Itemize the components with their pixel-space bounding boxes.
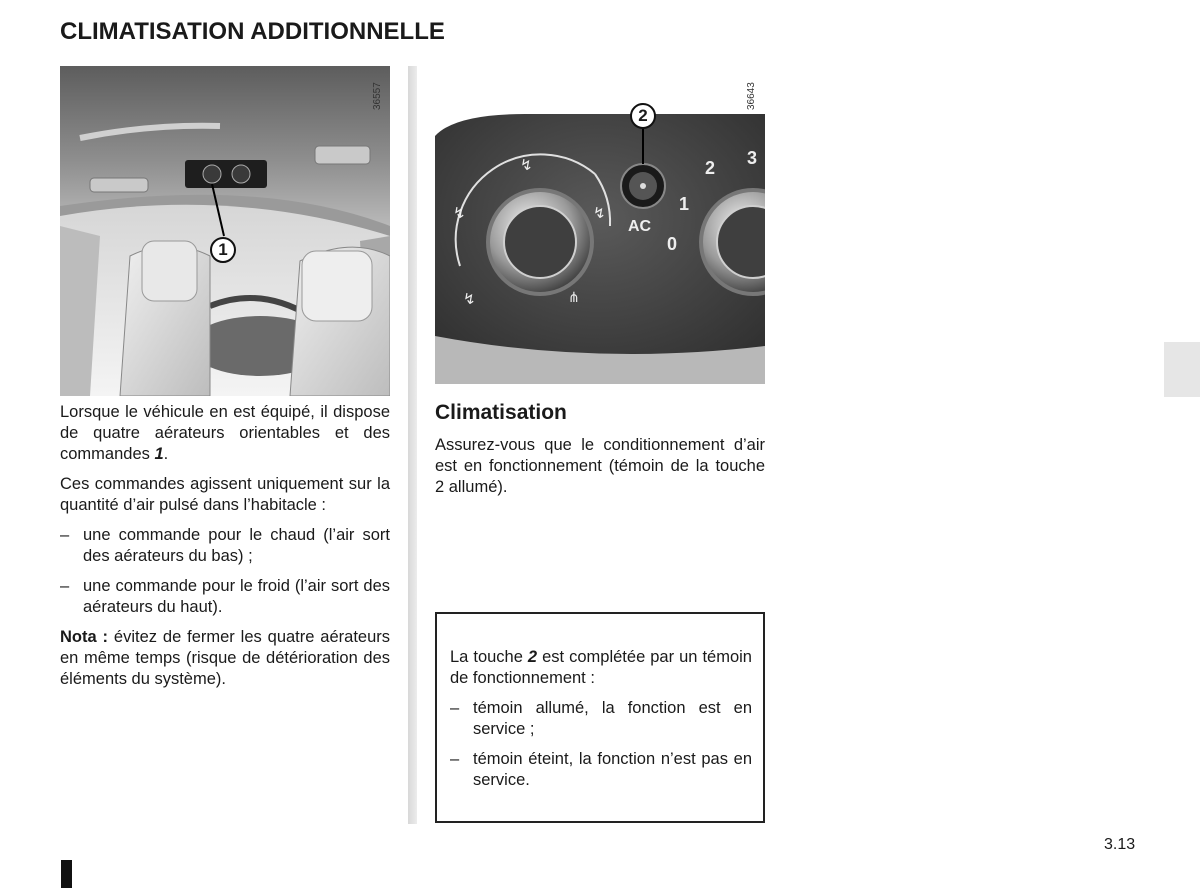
figure-code-36643: 36643 xyxy=(746,82,757,110)
fan-level-0: 0 xyxy=(667,234,678,254)
ac-control-panel-icon xyxy=(435,66,765,396)
dash: – xyxy=(450,750,460,768)
vehicle-interior-icon xyxy=(60,66,390,396)
list-item-text: une commande pour le chaud (l’air sort des aérateurs du bas) ; xyxy=(83,526,390,565)
dash: – xyxy=(60,526,70,544)
svg-text:↯: ↯ xyxy=(463,290,476,308)
info-intro-b: est complétée par un témoin de fonctionnement : xyxy=(450,648,752,687)
page-number: 3.13 xyxy=(1104,836,1136,853)
callout-2: 2 xyxy=(630,103,656,129)
info-intro-a: La touche xyxy=(450,648,528,666)
svg-text:↯: ↯ xyxy=(593,204,606,222)
page-title: CLIMATISATION ADDITIONNELLE xyxy=(60,18,445,45)
dash: – xyxy=(60,577,70,595)
fan-level-1: 1 xyxy=(679,194,690,214)
svg-text:↯: ↯ xyxy=(520,156,533,174)
intro-end: . xyxy=(163,445,169,463)
ref-1: 1 xyxy=(154,445,164,463)
info-box-content xyxy=(450,647,752,800)
page-marker xyxy=(61,860,72,888)
list-item xyxy=(60,525,390,567)
dash: – xyxy=(450,699,460,717)
note-text: évitez de fermer les quatre aérateurs en même temps (risque de détérioration des éléments du système). xyxy=(60,628,391,688)
svg-text:↯: ↯ xyxy=(453,204,466,222)
list-item-text: témoin allumé, la fonction est en service ; xyxy=(473,699,752,738)
ac-control-figure xyxy=(435,66,765,396)
list-item-text: une commande pour le froid (l’air sort des aérateurs du haut). xyxy=(83,577,390,616)
note-label: Nota : xyxy=(60,628,109,646)
list-item-text: témoin éteint, la fonction n’est pas en service. xyxy=(473,750,752,789)
intro-paragraph xyxy=(60,402,390,465)
info-box xyxy=(435,612,765,823)
controls-paragraph: Ces commandes agissent uniquement sur la quantité d’air pulsé dans l’habitacle : xyxy=(60,475,390,514)
list-item xyxy=(450,698,752,740)
note-paragraph xyxy=(60,627,390,690)
ac-label: AC xyxy=(628,218,652,235)
column-separator xyxy=(408,66,417,824)
chapter-tab xyxy=(1164,342,1200,397)
ref-2: 2 xyxy=(527,648,538,666)
section-title: Climatisation xyxy=(435,401,567,424)
left-column-text xyxy=(60,402,390,699)
intro-text: Lorsque le véhicule en est équipé, il dispose de quatre aérateurs orientables et des commandes xyxy=(60,403,390,463)
list-item xyxy=(60,576,390,618)
climatisation-paragraph: Assurez-vous que le conditionnement d’air est en fonctionnement (témoin de la touche 2 allumé). xyxy=(435,436,765,496)
list-item xyxy=(450,749,752,791)
fan-level-3: 3 xyxy=(747,148,758,168)
figure-code-36557: 36557 xyxy=(372,82,383,110)
vehicle-interior-figure xyxy=(60,66,390,396)
fan-level-2: 2 xyxy=(705,158,716,178)
svg-text:⋔: ⋔ xyxy=(568,290,580,306)
info-box-intro xyxy=(450,647,752,689)
callout-1: 1 xyxy=(210,237,236,263)
